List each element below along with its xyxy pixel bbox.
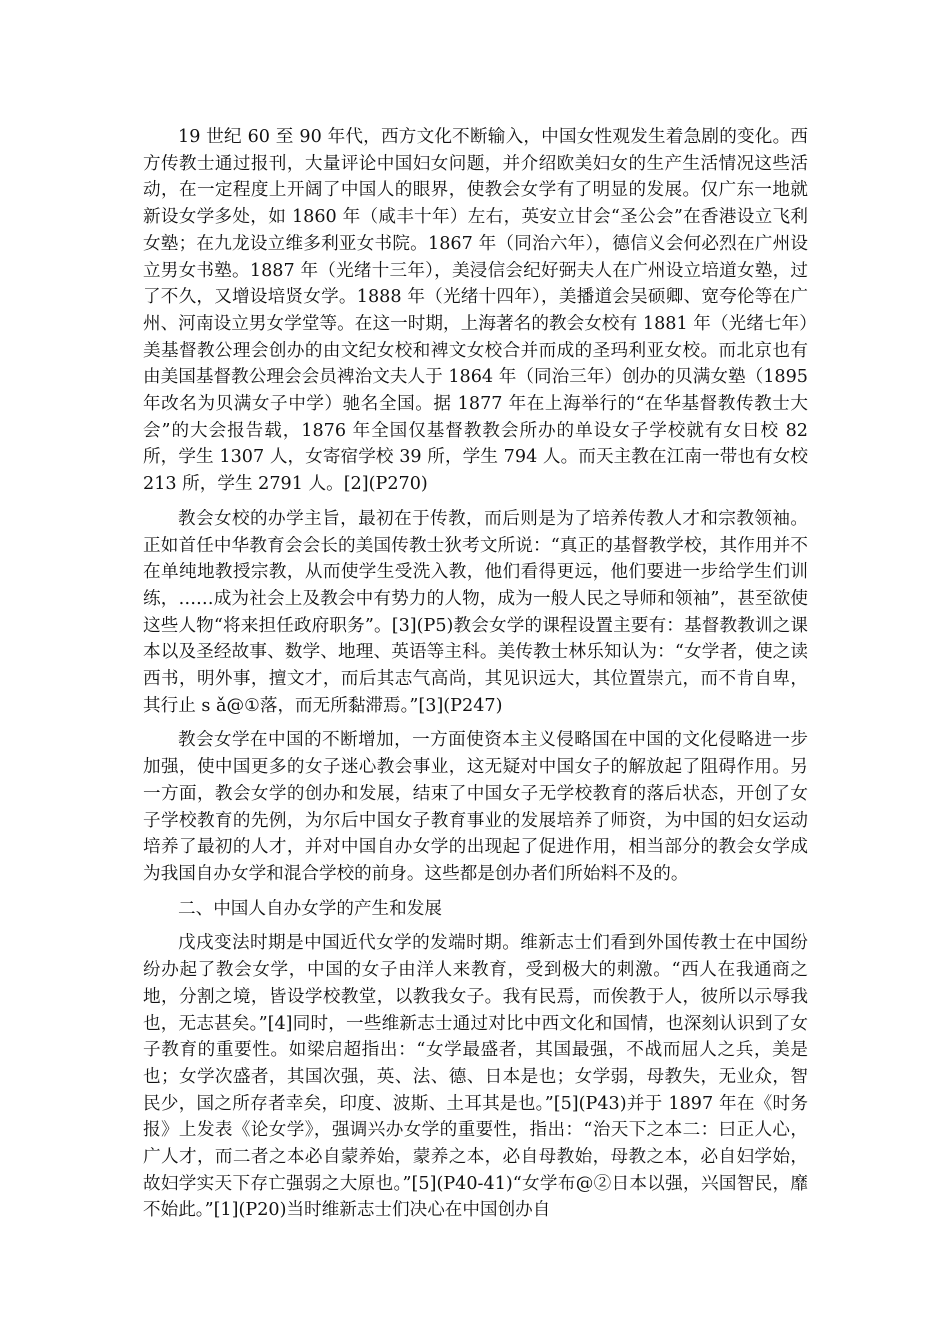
- section-heading: 二、中国人自办女学的产生和发展: [178, 898, 442, 919]
- document-body: [143, 124, 808, 1232]
- paragraph-missionary-school-aims: 教会女校的办学主旨，最初在于传教，而后则是为了培养传教人才和宗教领袖。正如首任中华教育会会长的美国传教士狄考文所说：“真正的基督教学校，其作用并不在单纯地教授宗教，从而使学生受洗入教，他们看得更远，他们要进一步给学生们训练，……成为社会上及教会中有势力的人物，成为一般人民之导师和领袖”，甚至欲使这些人物“将来担任政府职务”。[3](P5)教会女学的课程设置主要有：基督教教训之课本以及圣经故事、数学、地理、英语等主科。美传教士林乐知认为：“女学者，使之读西书，明外事，擅文才，而后其志气高尚，其见识远大，其位置崇亢，而不肯自卑，其行止 s ǎ@①落，而无所黏滞焉。”[3](P247): [143, 508, 808, 716]
- paragraph-reform-period: 戊戌变法时期是中国近代女学的发端时期。维新志士们看到外国传教士在中国纷纷办起了教会女学，中国的女子由洋人来教育，受到极大的刺激。“西人在我通商之地，分割之境，皆设学校教堂，以教我女子。我有民焉，而俟教于人，彼所以示辱我也，无志甚矣。”[4]同时，一些维新志士通过对比中西文化和国情，也深刻认识到了女子教育的重要性。如梁启超指出：“女学最盛者，其国最强，不战而屈人之兵，美是也；女学次盛者，其国次强，英、法、德、日本是也；女学弱，母教失，无业众，智民少，国之所存者幸矣，印度、波斯、土耳其是也。”[5](P43)并于 1897 年在《时务报》上发表《论女学》，强调兴办女学的重要性，指出：“治天下之本二：曰正人心，广人才，而二者之本必自蒙养始，蒙养之本，必自母教始，母教之本，必自妇学始，故妇学实天下存亡强弱之大原也。”[5](P40-41)“女学布@②日本以强，兴国智民，靡不始此。”[1](P20)当时维新志士们决心在中国创办自: [143, 933, 808, 1221]
- paragraph-missionary-schools-history: 19 世纪 60 至 90 年代，西方文化不断输入，中国女性观发生着急剧的变化。西方传教士通过报刊，大量评论中国妇女问题，并介绍欧美妇女的生产生活情况这些活动，在一定程度上开阔了中国人的眼界，使教会女学有了明显的发展。仅广东一地就新设女学多处，如 1860 年（咸丰十年）左右，英安立甘会“圣公会”在香港设立飞利女塾；在九龙设立维多利亚女书院。1867 年（同治六年），德信义会何必烈在广州设立男女书塾。1887 年（光绪十三年），美浸信会纪好弼夫人在广州设立培道女塾，过了不久，又增设培贤女学。1888 年（光绪十四年），美播道会吴硕卿、宽夸伦等在广州、河南设立男女学堂等。在这一时期，上海著名的教会女校有 1881 年（光绪七年）美基督教公理会创办的由文纪女校和裨文女校合并而成的圣玛利亚女校。而北京也有由美国基督教公理会会员裨治文夫人于 1864 年（同治三年）创办的贝满女塾（1895 年改名为贝满女子中学）驰名全国。据 1877 年在上海举行的“在华基督教传教士大会”的大会报告载，1876 年全国仅基督教教会所办的单设女子学校就有女日校 82 所，学生 1307 人，女寄宿学校 39 所，学生 794 人。而天主教在江南一带也有女校 213 所，学生 2791 人。[2](P270): [143, 127, 808, 495]
- paragraph-missionary-school-impact: 教会女学在中国的不断增加，一方面使资本主义侵略国在中国的文化侵略进一步加强，使中国更多的女子迷心教会事业，这无疑对中国女子的解放起了阻碍作用。另一方面，教会女学的创办和发展，结束了中国女子无学校教育的落后状态，开创了女子学校教育的先例，为尔后中国女子教育事业的发展培养了师资，为中国的妇女运动培养了最初的人才，并对中国自办女学的出现起了促进作用，相当部分的教会女学成为我国自办女学和混合学校的前身。这些都是创办者们所始料不及的。: [143, 730, 808, 884]
